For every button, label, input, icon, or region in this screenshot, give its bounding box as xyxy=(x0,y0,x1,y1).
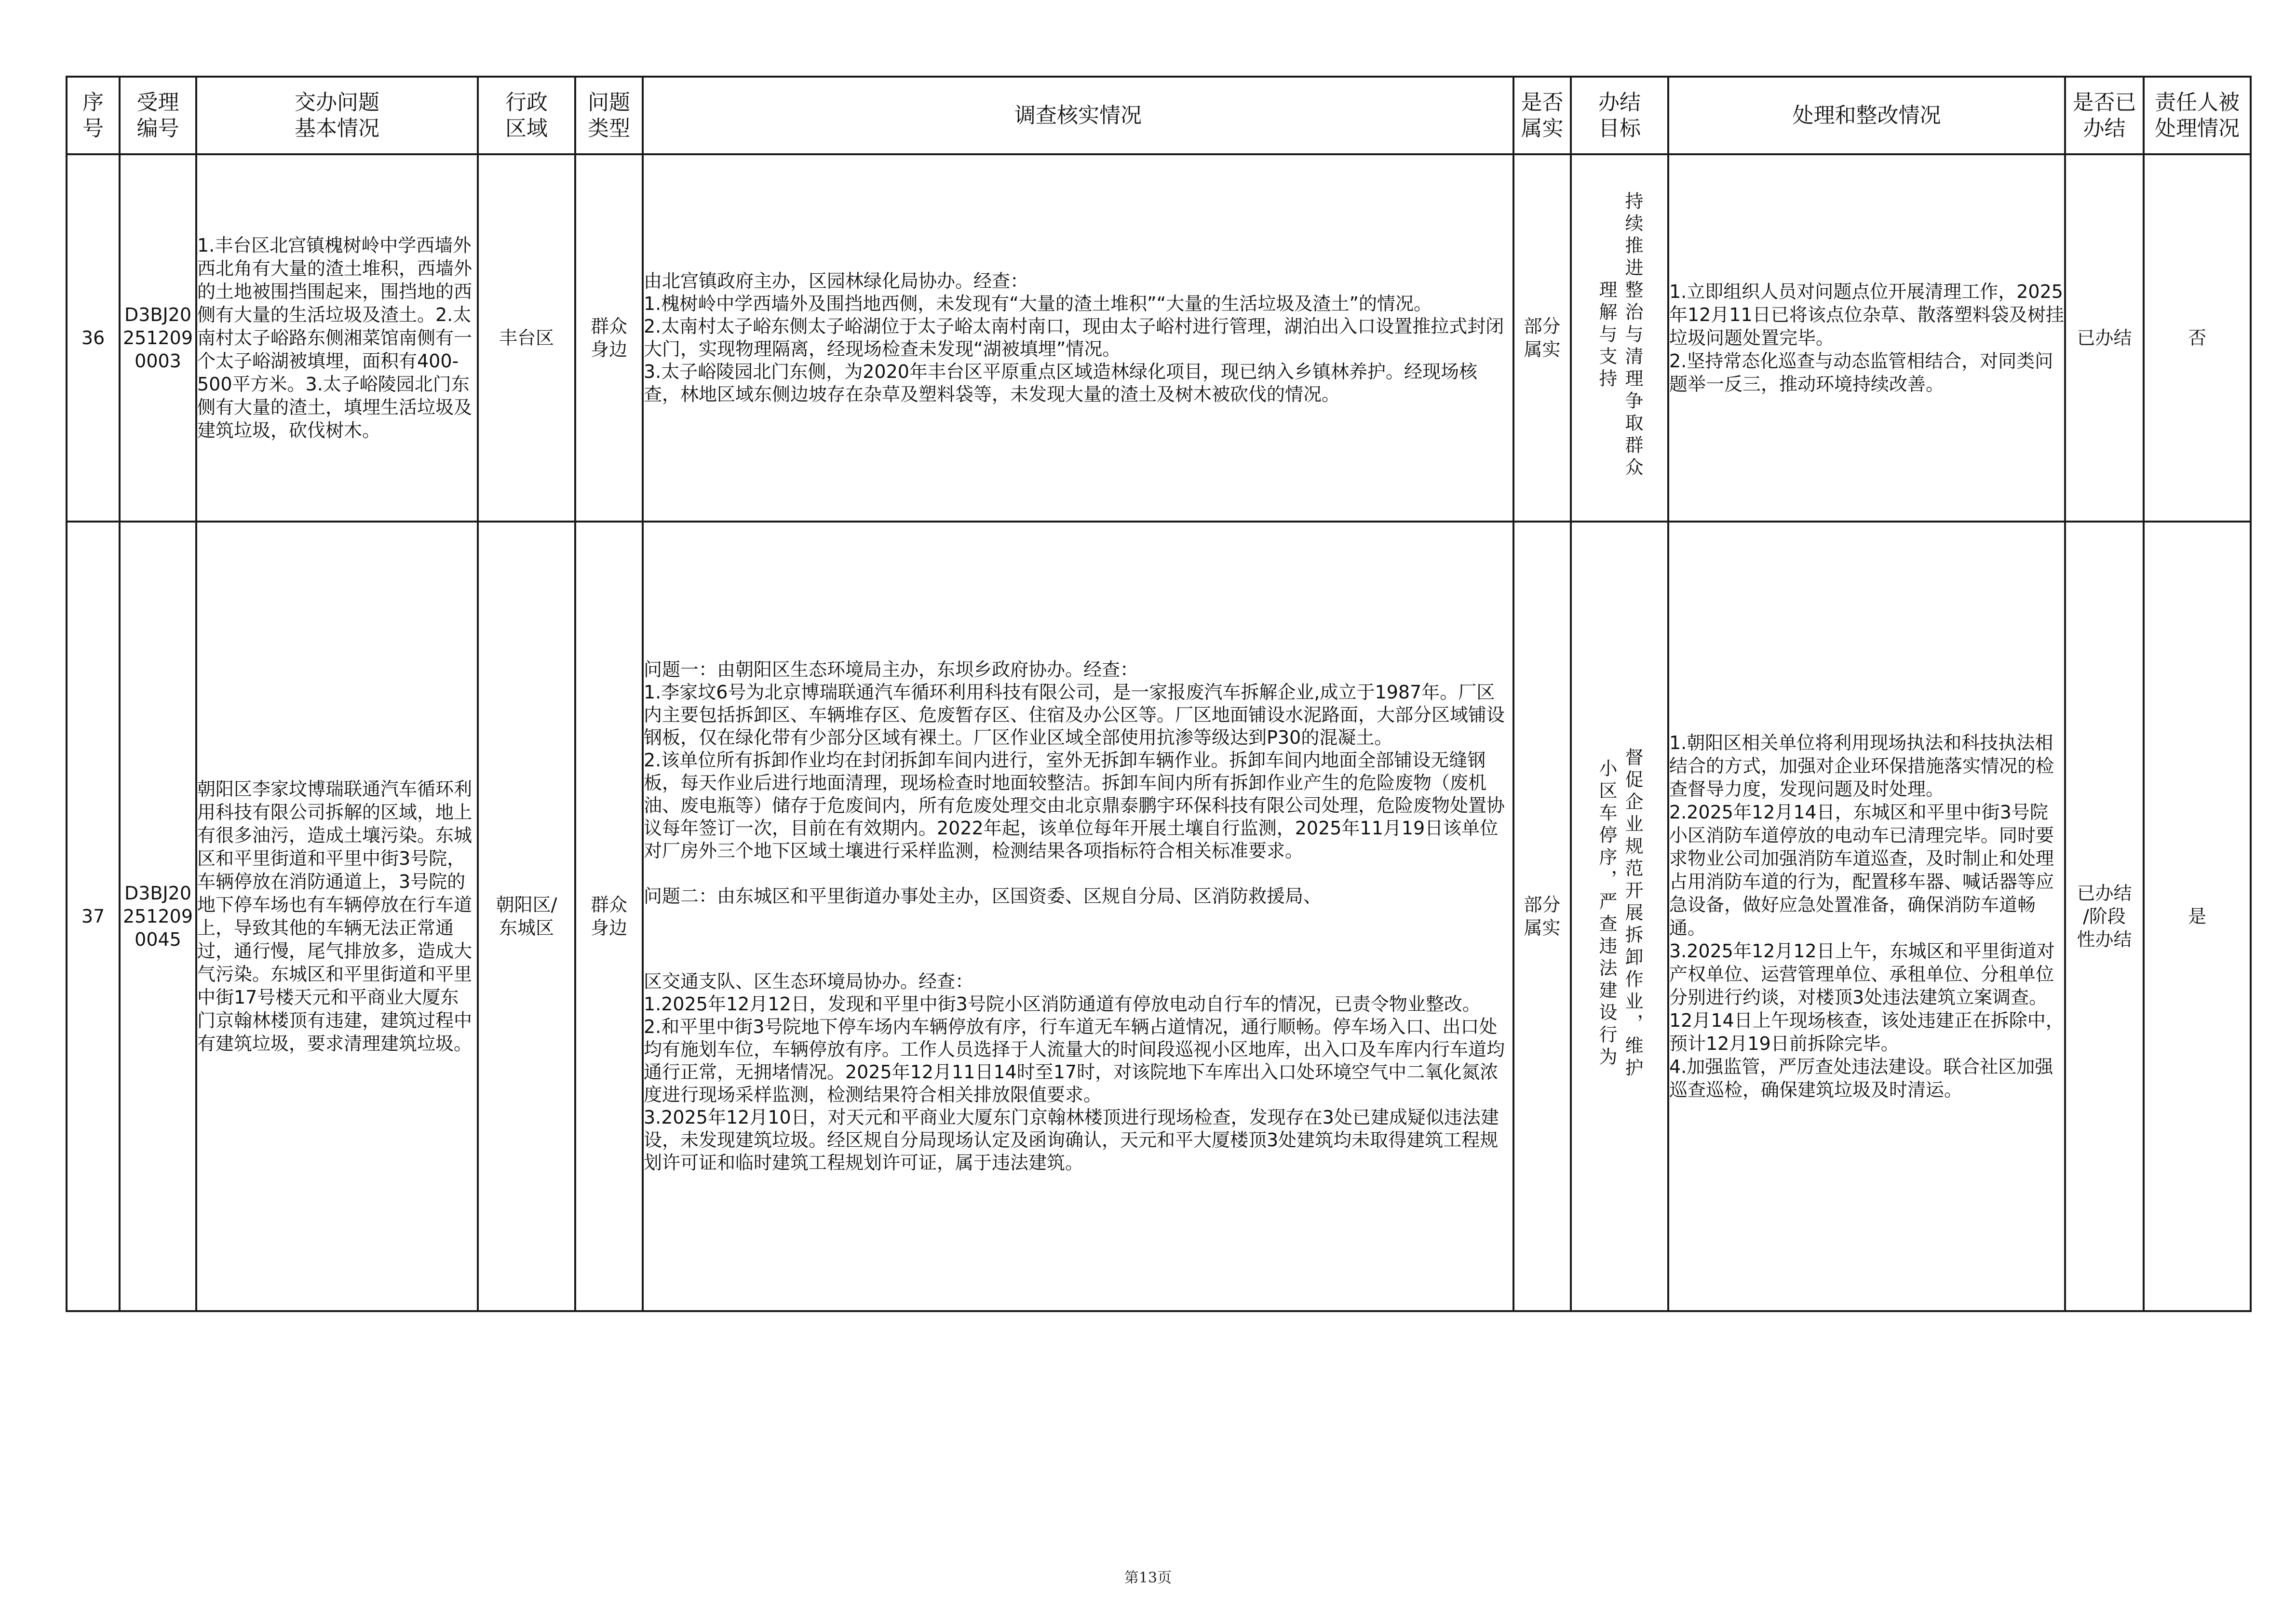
cell-goal xyxy=(1571,522,1668,1311)
goal-text: 持续推进整治与清理争取群众理解与支持 xyxy=(1596,191,1643,480)
cell-district: 朝阳区/ 东城区 xyxy=(478,522,575,1311)
cell-code: D3BJ20 251209 0003 xyxy=(120,154,196,522)
page-number: 第13页 xyxy=(1124,1569,1172,1586)
cell-closed: 已办结 xyxy=(2065,154,2144,522)
cell-closed: 已办结 /阶段 性办结 xyxy=(2065,522,2144,1311)
header-code: 受理 编号 xyxy=(120,77,196,154)
header-problem: 交办问题 基本情况 xyxy=(196,77,478,154)
report-table xyxy=(66,76,2252,1312)
header-goal: 办结 目标 xyxy=(1571,77,1668,154)
cell-problem: 1.丰台区北宫镇槐树岭中学西墙外西北角有大量的渣土堆积，西墙外的土地被围挡围起来，围挡地的西侧有大量的生活垃圾及渣土。2.太南村太子峪路东侧湘菜馆南侧有一个太子峪湖被填埋，面积有400-500平方米。3.太子峪陵园北门东侧有大量的渣土，填埋生活垃圾及建筑垃圾，砍伐树木。 xyxy=(196,154,478,522)
investigation-part-2: 区交通支队、区生态环境局协办。经查： 1.2025年12月12日，发现和平里中街3号院小区消防通道有停放电动自行车的情况，已责令物业整改。 2.和平里中街3号院地下停车场内车辆停放有序，行车道无车辆占道情况，通行顺畅。停车场入口、出口处均有施划车位，车辆停放有序。工作人员选择于人流量大的时间段巡视小区地库，出入口及车库内行车道均通行正常，无拥堵情况。2025年12月11日14时至17时，对该院地下车库出入口处环境空气中二氧化氮浓度进行现场采样监测，检测结果符合相关排放限值要求。 3.2025年12月10日，对天元和平商业大厦东门京翰林楼顶进行现场检查，发现存在3处已建成疑似违法建设，未发现建筑垃圾。经区规自分局现场认定及函询确认，天元和平大厦楼顶3处建筑均未取得建筑工程规划许可证和临时建筑工程规划许可证，属于违法建筑。 xyxy=(644,971,1505,1173)
cell-goal xyxy=(1571,154,1668,522)
cell-accountability: 是 xyxy=(2144,522,2251,1311)
cell-verified: 部分 属实 xyxy=(1513,522,1571,1311)
header-type: 问题 类型 xyxy=(575,77,643,154)
cell-type: 群众 身边 xyxy=(575,522,643,1311)
header-investigation: 调查核实情况 xyxy=(643,77,1513,154)
cell-seq: 36 xyxy=(67,154,120,522)
cell-accountability: 否 xyxy=(2144,154,2251,522)
header-closed: 是否已 办结 xyxy=(2065,77,2144,154)
cell-verified: 部分 属实 xyxy=(1513,154,1571,522)
goal-text: 督促企业规范开展拆卸作业，维护小区车停序，严查违法建设行为 xyxy=(1596,747,1643,1080)
cell-type: 群众 身边 xyxy=(575,154,643,522)
cell-investigation: 由北宫镇政府主办，区园林绿化局协办。经查： 1.槐树岭中学西墙外及围挡地西侧，未发现有“大量的渣土堆积”“大量的生活垃圾及渣土”的情况。 2.太南村太子峪东侧太子峪湖位于太子峪太南村南口，现由太子峪村进行管理，湖泊出入口设置推拉式封闭大门，实现物理隔离，经现场检查未发现“湖被填埋”情况。 3.太子峪陵园北门东侧，为2020年丰台区平原重点区域造林绿化项目，现已纳入乡镇林养护。经现场核查，林地区域东侧边坡存在杂草及塑料袋等，未发现大量的渣土及树木被砍伐的情况。 xyxy=(643,154,1513,522)
header-accountability: 责任人被 处理情况 xyxy=(2144,77,2251,154)
table-row xyxy=(67,522,2251,1311)
investigation-part-1: 问题一：由朝阳区生态环境局主办，东坝乡政府协办。经查： 1.李家坟6号为北京博瑞联通汽车循环利用科技有限公司，是一家报废汽车拆解企业,成立于1987年。厂区内主要包括拆卸区、车辆堆存区、危废暂存区、住宿及办公区等。厂区地面铺设水泥路面，大部分区域铺设钢板，仅在绿化带有少部分区域有裸土。厂区作业区域全部使用抗渗等级达到P30的混凝土。 2.该单位所有拆卸作业均在封闭拆卸车间内进行，室外无拆卸车辆作业。拆卸车间内地面全部铺设无缝钢板，每天作业后进行地面清理，现场检查时地面较整洁。拆卸车间内所有拆卸作业产生的危险废物（废机油、废电瓶等）储存于危废间内，所有危废处理交由北京鼎泰鹏宇环保科技有限公司处理，危险废物处置协议每年签订一次，目前在有效期内。2022年起，该单位每年开展土壤自行监测，2025年11月19日该单位对厂房外三个地下区域土壤进行采样监测，检测结果各项指标符合相关标准要求。 问题二：由东城区和平里街道办事处主办，区国资委、区规自分局、区消防救援局、 xyxy=(644,659,1505,907)
cell-problem: 朝阳区李家坟博瑞联通汽车循环利用科技有限公司拆解的区域，地上有很多油污，造成土壤污染。东城区和平里街道和平里中街3号院，车辆停放在消防通道上，3号院的地下停车场也有车辆停放在行车道上，导致其他的车辆无法正常通过，通行慢，尾气排放多，造成大气污染。东城区和平里街道和平里中街17号楼天元和平商业大厦东门京翰林楼顶有违建，建筑过程中有建筑垃圾，要求清理建筑垃圾。 xyxy=(196,522,478,1311)
header-verified: 是否 属实 xyxy=(1513,77,1571,154)
header-district: 行政 区域 xyxy=(478,77,575,154)
cell-investigation xyxy=(643,522,1513,1311)
cell-handling: 1.立即组织人员对问题点位开展清理工作，2025年12月11日已将该点位杂草、散落塑料袋及树挂垃圾问题处置完毕。 2.坚持常态化巡查与动态监管相结合，对同类问题举一反三，推动环境持续改善。 xyxy=(1668,154,2065,522)
table-row xyxy=(67,154,2251,522)
cell-district: 丰台区 xyxy=(478,154,575,522)
cell-seq: 37 xyxy=(67,522,120,1311)
cell-handling: 1.朝阳区相关单位将利用现场执法和科技执法相结合的方式，加强对企业环保措施落实情况的检查督导力度，发现问题及时处理。 2.2025年12月14日，东城区和平里中街3号院小区消防车道停放的电动车已清理完毕。同时要求物业公司加强消防车道巡查，及时制止和处理占用消防车道的行为，配置移车器、喊话器等应急设备，做好应急处置准备，确保消防车道畅通。 3.2025年12月12日上午，东城区和平里街道对产权单位、运营管理单位、承租单位、分租单位分别进行约谈，对楼顶3处违法建筑立案调查。12月14日上午现场核查，该处违建正在拆除中，预计12月19日前拆除完毕。 4.加强监管，严厉查处违法建设。联合社区加强巡查巡检，确保建筑垃圾及时清运。 xyxy=(1668,522,2065,1311)
header-handling: 处理和整改情况 xyxy=(1668,77,2065,154)
paragraph-gap xyxy=(644,908,1513,970)
table-header-row xyxy=(67,77,2251,154)
cell-code: D3BJ20 251209 0045 xyxy=(120,522,196,1311)
header-seq: 序 号 xyxy=(67,77,120,154)
